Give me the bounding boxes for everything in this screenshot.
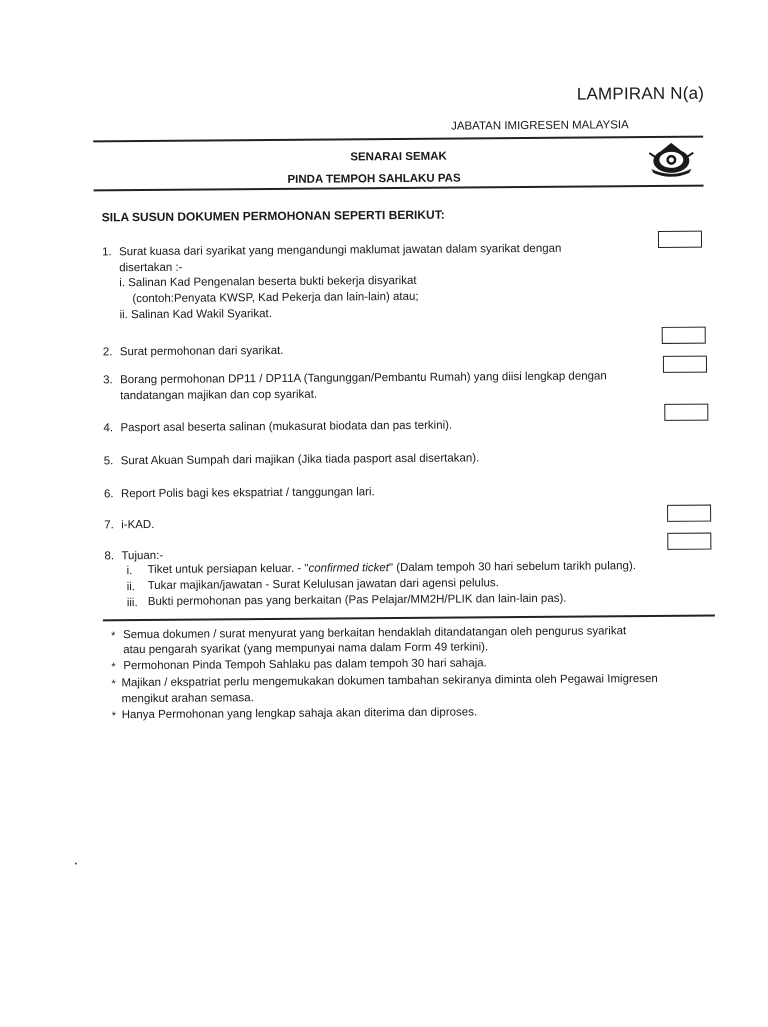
item-1-line-3: i. Salinan Kad Pengenalan beserta bukti bekerja disyarikat xyxy=(119,274,417,290)
item-3-line-2: tandatangan majikan dan cop syarikat. xyxy=(120,388,318,403)
item-number: 2. xyxy=(102,346,113,359)
item-number: 7. xyxy=(104,519,114,532)
item-6-line-1: Report Polis bagi kes ekspatriat / tanggungan lari. xyxy=(120,486,375,501)
note-2: Permohonan Pinda Tempoh Sahlaku pas dalam tempoh 30 hari sahaja. xyxy=(123,657,487,673)
item-number: 6. xyxy=(103,488,114,501)
item-5-line-1: Surat Akuan Sumpah dari majikan (Jika tiada pasport asal disertakan). xyxy=(120,452,480,468)
item-number: 3. xyxy=(103,374,113,387)
instruction-heading: SILA SUSUN DOKUMEN PERMOHONAN SEPERTI BERIKUT: xyxy=(101,207,445,225)
item-1-line-1: Surat kuasa dari syarikat yang mengandungi maklumat jawatan dalam syarikat dengan xyxy=(118,242,562,259)
confirmed-ticket-emphasis: confirmed ticket xyxy=(308,562,390,575)
malaysia-immigration-crest-icon xyxy=(647,141,695,177)
checkbox-item-4[interactable] xyxy=(664,404,708,421)
item-1-line-2: disertakan :- xyxy=(119,261,183,275)
item-8-sub-numeral: i. xyxy=(126,565,133,578)
note-1-line-2: atau pengarah syarikat (yang mempunyai nama dalam Form 49 terkini). xyxy=(123,641,489,657)
item-2-line-1: Surat permohonan dari syarikat. xyxy=(119,344,284,359)
item-number: 8. xyxy=(104,550,115,563)
note-bullet: * xyxy=(111,630,116,643)
note-bullet: * xyxy=(111,710,117,723)
item-8-line-1: Tujuan:- xyxy=(121,549,164,563)
note-bullet: * xyxy=(111,661,116,674)
scan-speck xyxy=(75,863,77,865)
item-3-line-1: Borang permohonan DP11 / DP11A (Tangunggan/Pembantu Rumah) yang diisi lengkap dengan xyxy=(120,370,607,387)
checkbox-item-7[interactable] xyxy=(667,505,711,522)
note-4: Hanya Permohonan yang lengkap sahaja akan diterima dan diproses. xyxy=(121,706,478,722)
document-title: SENARAI SEMAK xyxy=(350,150,447,164)
note-3-line-1: Majikan / ekspatriat perlu mengemukakan dokumen tambahan sekiranya diminta oleh Pegawai Imigresen xyxy=(121,672,658,690)
item-1-line-5: ii. Salinan Kad Wakil Syarikat. xyxy=(119,308,272,322)
lampiran-label: LAMPIRAN N(a) xyxy=(576,83,705,104)
item-number: 1. xyxy=(101,246,112,259)
item-8-sub-3: Bukti permohonan pas yang berkaitan (Pas Pelajar/MM2H/PLIK dan lain-lain pas). xyxy=(147,592,567,608)
item-4-line-1: Pasport asal beserta salinan (mukasurat biodata dan pas terkini). xyxy=(120,419,453,435)
header-bottom-rule xyxy=(94,185,704,191)
item-8-sub-2: Tukar majikan/jawatan - Surat Kelulusan jawatan dari agensi pelulus. xyxy=(147,577,499,592)
checkbox-item-1[interactable] xyxy=(658,231,702,248)
agency-name: JABATAN IMIGRESEN MALAYSIA xyxy=(451,119,629,133)
checkbox-item-3[interactable] xyxy=(663,356,707,373)
note-bullet: * xyxy=(111,678,116,691)
item-1-line-4: (contoh:Penyata KWSP, Kad Pekerja dan lain-lain) atau; xyxy=(132,290,419,306)
checkbox-item-2[interactable] xyxy=(662,327,706,344)
header-top-rule xyxy=(93,136,703,142)
item-8-sub-1: Tiket untuk persiapan keluar. - "confirmed ticket" (Dalam tempoh 30 hari sebelum tarikh pulang). xyxy=(147,560,636,576)
item-number: 4. xyxy=(103,422,114,435)
item-8-sub-numeral: ii. xyxy=(126,581,136,594)
item-number: 5. xyxy=(103,455,114,468)
item-8-sub-numeral: iii. xyxy=(126,597,138,610)
item-7-line-1: i-KAD. xyxy=(121,518,155,532)
notes-top-rule xyxy=(103,615,715,621)
note-1-line-1: Semua dokumen / surat menyurat yang berkaitan hendaklah ditandatangan oleh pengurus syarikat xyxy=(123,625,627,642)
checkbox-item-8[interactable] xyxy=(667,533,711,550)
document-subtitle: PINDA TEMPOH SAHLAKU PAS xyxy=(287,172,461,186)
note-3-line-2: mengikut arahan semasa. xyxy=(121,692,254,706)
